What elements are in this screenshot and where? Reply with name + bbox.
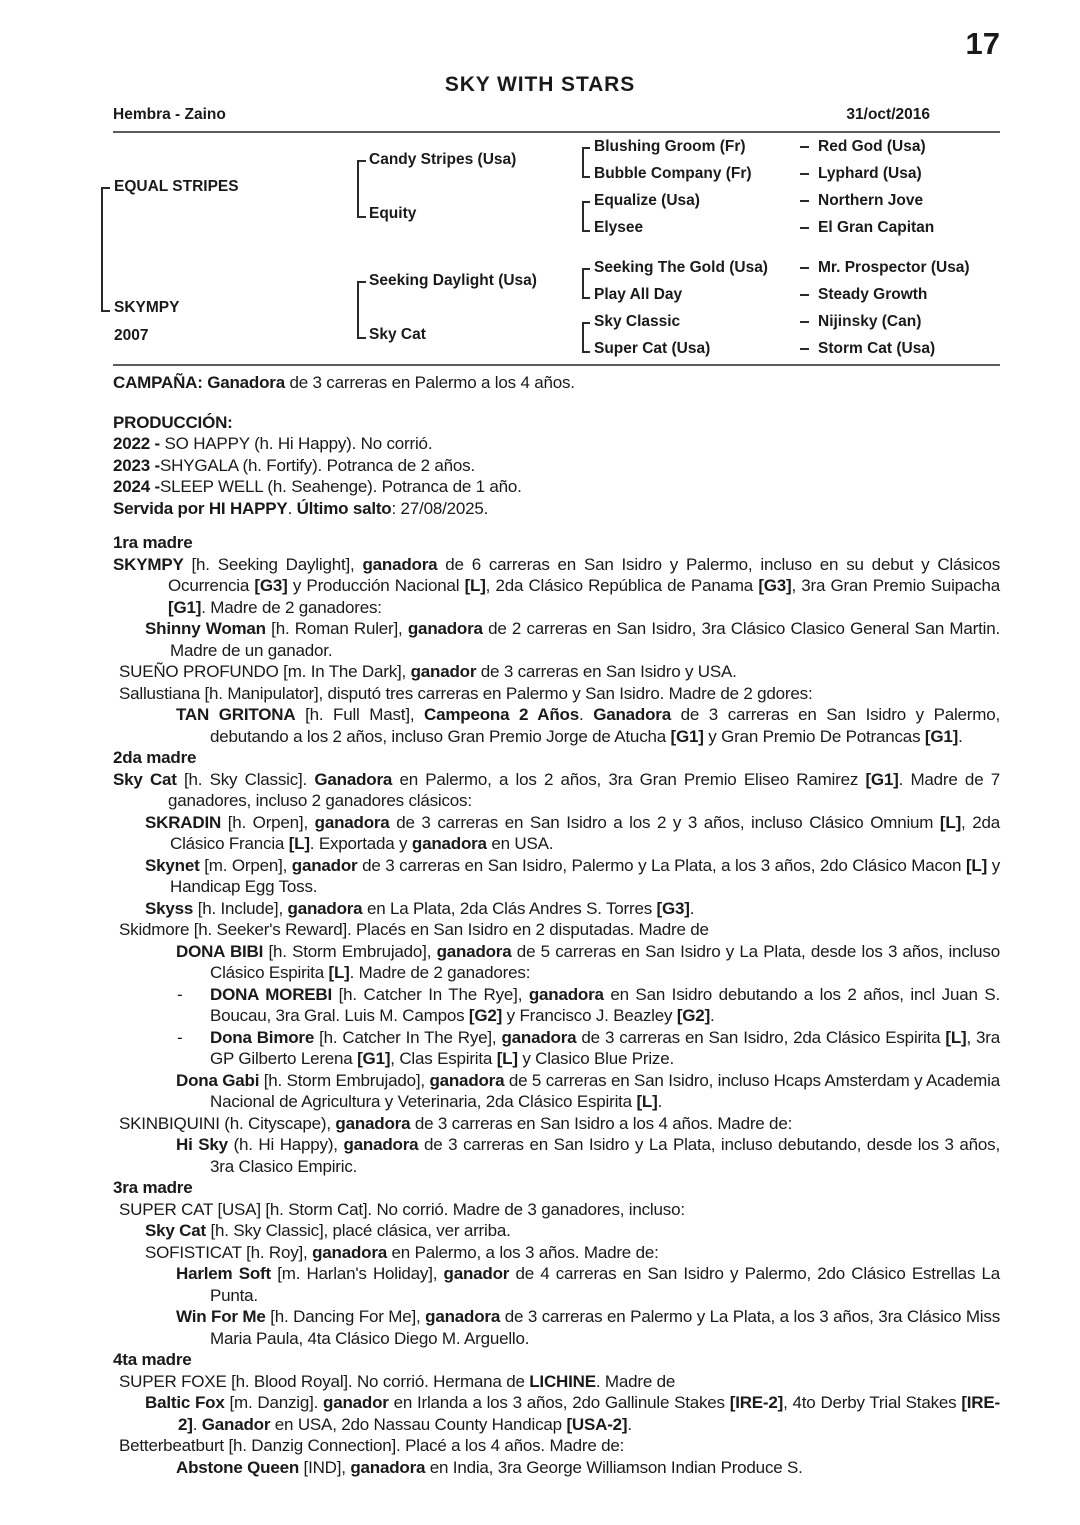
fourth-dam-heading	[113, 1349, 1000, 1371]
bold-text: SKRADIN	[145, 812, 222, 832]
regular-text: en Irlanda a los 3 años, 2do Gallinule Stakes	[388, 1393, 730, 1412]
great-grandparent-name: Play All Day	[594, 286, 683, 303]
pedigree-dash	[800, 146, 809, 148]
regular-text: , 4to Derby Trial Stakes	[783, 1393, 962, 1412]
regular-text: de 3 carreras en San Isidro y La Plata, incluso debutando, desde los 3 años, 3ra Clasico Empiric.	[210, 1135, 1000, 1176]
bold-text: TAN GRITONA	[176, 705, 296, 724]
body-text	[113, 372, 1000, 1478]
bold-text: [G2]	[676, 1006, 711, 1025]
bold-text: [G3]	[656, 898, 690, 918]
bold-text: [L]	[464, 576, 486, 595]
bold-text: DONA MOREBI	[210, 984, 333, 1004]
bold-text: ganador	[323, 1393, 389, 1412]
pedigree-bracket	[357, 281, 366, 339]
regular-text: . Exportada y	[309, 834, 412, 853]
regular-text: [m. Orpen],	[199, 855, 292, 875]
bold-text: [L]	[636, 1092, 658, 1111]
pedigree-dash	[800, 294, 809, 296]
regular-text: de 6 carreras en San Isidro y Palermo, incluso en su debut y Clásicos Ocurrencia	[168, 554, 1000, 595]
bold-text: Dona Gabi	[176, 1070, 260, 1090]
pedigree-dash	[800, 200, 809, 202]
regular-text: de 2 carreras en San Isidro, 3ra Clásico Clasico General San Martin. Madre de un ganador.	[170, 619, 1000, 660]
bold-text: Sky Cat	[145, 1221, 206, 1240]
regular-text: [h. Storm Embrujado],	[259, 1070, 430, 1090]
para-dona-morebi	[113, 984, 1000, 1027]
regular-text: de 5 carreras en San Isidro y La Plata, desde los 3 años, incluso Clásico Espirita	[210, 941, 1000, 982]
bold-text: ganadora	[429, 1070, 505, 1090]
regular-text: .	[287, 498, 297, 518]
regular-text: . Madre de 7 ganadores, incluso 2 ganadores clásicos:	[168, 769, 1000, 810]
first-dam-heading	[113, 532, 1000, 554]
bold-text: [L]	[965, 855, 988, 875]
para-abstone-queen	[113, 1457, 1000, 1479]
regular-text: [h. Catcher In The Rye],	[332, 984, 529, 1004]
regular-text: SOFISTICAT [h. Roy],	[145, 1242, 313, 1262]
bold-text: Último salto	[296, 498, 392, 518]
regular-text: [h. Sky Classic].	[176, 769, 315, 789]
regular-text: de 4 carreras en San Isidro y Palermo, 2do Clásico Estrellas La Punta.	[210, 1264, 1001, 1305]
bold-text: Win For Me	[176, 1307, 266, 1326]
regular-text: en Palermo, a los 3 años. Madre de:	[387, 1242, 659, 1262]
para-dona-bibi	[113, 941, 1000, 984]
grandparent-name: Seeking Daylight (Usa)	[369, 272, 537, 289]
regular-text: y Handicap Egg Toss.	[170, 855, 1000, 896]
bold-text: ganadora	[528, 984, 604, 1004]
regular-text: en Palermo, a los 2 años, 3ra Gran Premio Eliseo Ramirez	[392, 769, 866, 789]
produce-2023	[113, 455, 1000, 477]
gg-grandparent-name: Storm Cat (Usa)	[818, 340, 936, 357]
grandparent-name: Equity	[369, 205, 417, 222]
bold-text: ganadora	[411, 834, 487, 853]
bold-text: PRODUCCIÓN:	[113, 412, 233, 432]
bold-text: 3ra madre	[113, 1178, 193, 1197]
bold-text: ganadora	[343, 1135, 419, 1154]
pedigree-bracket	[357, 160, 366, 218]
bold-text: Skyss	[145, 898, 194, 918]
bold-text: 2da madre	[113, 748, 197, 767]
bold-text: Servida por HI HAPPY	[113, 498, 288, 518]
regular-text: [h. Full Mast],	[295, 705, 425, 724]
regular-text: y Clasico Blue Prize.	[517, 1049, 675, 1068]
regular-text: . Madre de 2 ganadores:	[201, 597, 382, 617]
para-sky-cat-2	[113, 1220, 1000, 1242]
pedigree-bracket	[101, 187, 110, 312]
bold-text: ganador	[410, 662, 477, 681]
regular-text: de 3 carreras en San Isidro, 2da Clásico Espirita	[576, 1027, 946, 1047]
catalog-date: 31/oct/2016	[846, 106, 930, 123]
para-sofisticat	[113, 1242, 1000, 1264]
regular-text: .	[689, 898, 695, 918]
regular-text: , 3ra Gran Premio Suipacha	[791, 576, 1000, 595]
para-betterbeatburt	[113, 1435, 1000, 1457]
pedigree-bracket	[582, 147, 590, 178]
regular-text: [h. Storm Embrujado],	[263, 941, 437, 961]
regular-text: , 2da Clásico Francia	[170, 812, 1000, 853]
produce-2024	[113, 476, 1000, 498]
bold-text: ganadora	[314, 812, 390, 832]
regular-text: Sallustiana [h. Manipulator], disputó tres carreras en Palermo y San Isidro. Madre de 2 gdores:	[119, 683, 813, 703]
bold-text: Abstone Queen	[176, 1457, 300, 1477]
regular-text: de 3 carreras en Palermo a los 4 años.	[284, 373, 575, 392]
grandparent-name: Sky Cat	[369, 326, 426, 343]
para-sky-cat	[113, 769, 1000, 812]
regular-text: [h. Roman Ruler],	[265, 619, 408, 638]
regular-text: Skidmore [h. Seeker's Reward]. Placés en San Isidro en 2 disputadas. Madre de	[119, 920, 709, 939]
regular-text: [h. Sky Classic], placé clásica, ver arriba.	[205, 1221, 511, 1240]
para-win-for-me	[113, 1306, 1000, 1349]
bold-text: 1ra madre	[113, 533, 193, 552]
regular-text: [h. Orpen],	[221, 812, 315, 832]
pedigree-bracket	[582, 268, 590, 299]
bold-text: ganadora	[362, 554, 438, 574]
para-super-cat	[113, 1199, 1000, 1221]
bold-text: [G1]	[168, 597, 202, 617]
para-harlem-soft	[113, 1263, 1000, 1306]
regular-text: en San Isidro debutando a los 2 años, incl Juan S. Boucau, 3ra Gral. Luis M. Campos	[210, 984, 1000, 1025]
pedigree-bracket	[582, 201, 590, 232]
regular-text: [h. Seeking Daylight],	[183, 554, 363, 574]
para-tan-gritona	[113, 704, 1000, 747]
gg-grandparent-name: Nijinsky (Can)	[818, 313, 922, 330]
bold-text: ganadora	[425, 1307, 501, 1326]
pedigree-dash	[800, 348, 809, 350]
regular-text: [IND],	[299, 1457, 351, 1477]
regular-text: .	[192, 1414, 202, 1434]
bold-text: ganadora	[312, 1242, 388, 1262]
great-grandparent-name: Seeking The Gold (Usa)	[594, 259, 768, 276]
regular-text: SLEEP WELL (h. Seahenge). Potranca de 1 año.	[160, 477, 522, 496]
grandparent-name: Candy Stripes (Usa)	[369, 151, 517, 168]
dam-year: 2007	[114, 327, 149, 344]
regular-text: Betterbeatburt [h. Danzig Connection]. Placé a los 4 años. Madre de:	[119, 1436, 625, 1455]
great-grandparent-name: Equalize (Usa)	[594, 192, 700, 209]
regular-text: en USA.	[486, 834, 554, 853]
regular-text: : 27/08/2025.	[391, 498, 489, 518]
bold-text: Campeona 2 Años	[424, 705, 579, 724]
bold-text: Skynet	[145, 855, 200, 875]
para-dona-gabi	[113, 1070, 1000, 1113]
bold-text: ganadora	[287, 898, 363, 918]
bold-text: Ganador	[201, 1414, 271, 1434]
regular-text: SKINBIQUINI (h. Cityscape),	[119, 1113, 336, 1133]
regular-text: , Clas Espirita	[390, 1049, 497, 1068]
dash-marker: -	[177, 984, 183, 1004]
pedigree-table	[0, 133, 1080, 364]
pedigree-bracket	[582, 322, 590, 353]
dam-name: SKYMPY	[114, 299, 180, 316]
production-heading	[113, 412, 1000, 434]
regular-text: [h. Include],	[193, 898, 288, 918]
para-sallustiana	[113, 683, 1000, 705]
regular-text: SHYGALA (h. Fortify). Potranca de 2 años.	[160, 455, 475, 475]
regular-text: de 5 carreras en San Isidro, incluso Hcaps Amsterdam y Academia Nacional de Agricultura y Veterinaria, 2da Clásico Espirita	[210, 1070, 1000, 1111]
sire-name: EQUAL STRIPES	[114, 178, 239, 195]
great-grandparent-name: Sky Classic	[594, 313, 681, 330]
page-title: SKY WITH STARS	[444, 73, 636, 96]
bold-text: [G1]	[865, 769, 899, 789]
bold-text: [G3]	[254, 576, 288, 595]
regular-text: , 3ra GP Gilberto Lerena	[210, 1027, 1000, 1068]
bold-text: [G2]	[468, 1006, 503, 1025]
bold-text: [L]	[939, 812, 962, 832]
bold-text: [G3]	[758, 576, 792, 595]
para-skyss	[113, 898, 1000, 920]
gg-grandparent-name: Steady Growth	[818, 286, 928, 303]
gg-grandparent-name: Northern Jove	[818, 192, 924, 209]
regular-text: [h. Dancing For Me],	[265, 1307, 426, 1326]
great-grandparent-name: Super Cat (Usa)	[594, 340, 711, 357]
para-shinny-woman	[113, 618, 1000, 661]
bold-text: [IRE-2]	[729, 1393, 784, 1412]
bold-text: ganador	[443, 1264, 510, 1283]
campaign-line	[113, 372, 1000, 394]
regular-text: SUPER CAT [USA] [h. Storm Cat]. No corrió. Madre de 3 ganadores, incluso:	[119, 1199, 685, 1219]
bold-text: [G1]	[357, 1049, 391, 1068]
regular-text: SUPER FOXE [h. Blood Royal]. No corrió. Hermana de	[119, 1371, 530, 1391]
bold-text: Sky Cat	[113, 769, 177, 789]
bold-text: SKYMPY	[113, 554, 184, 574]
dash-marker: -	[177, 1027, 183, 1047]
regular-text: [m. Danzig].	[224, 1393, 324, 1412]
para-skradin	[113, 812, 1000, 855]
bold-text: [L]	[945, 1027, 967, 1047]
bold-text: ganador	[291, 855, 358, 875]
pedigree-dash	[800, 227, 809, 229]
bold-text: 4ta madre	[113, 1350, 192, 1369]
regular-text: .	[710, 1006, 715, 1025]
bold-text: ganadora	[335, 1113, 411, 1133]
great-grandparent-name: Blushing Groom (Fr)	[594, 138, 746, 155]
regular-text: SUEÑO PROFUNDO [m. In The Dark],	[119, 662, 411, 681]
regular-text: de 3 carreras en San Isidro y USA.	[476, 662, 737, 681]
regular-text: .	[579, 705, 594, 724]
para-skidmore	[113, 919, 1000, 941]
bold-text: 2022 -	[113, 434, 165, 453]
bold-text: 2024 -	[113, 477, 161, 496]
third-dam-heading	[113, 1177, 1000, 1199]
bold-text: Dona Bimore	[210, 1027, 315, 1047]
regular-text: . Madre de 2 ganadores:	[349, 963, 531, 982]
regular-text: . Madre de	[595, 1371, 676, 1391]
regular-text: de 3 carreras en Palermo y La Plata, a los 3 años, 3ra Clásico Miss Maria Paula, 4ta Clásico Diego M. Arguello.	[210, 1307, 1000, 1348]
gg-grandparent-name: Red God (Usa)	[818, 138, 926, 155]
bold-text: Ganadora	[593, 705, 671, 724]
para-dona-bimore	[113, 1027, 1000, 1070]
regular-text: [m. Harlan's Holiday],	[270, 1264, 444, 1283]
bold-text: [IRE-2]	[178, 1393, 1000, 1434]
regular-text: y Producción Nacional	[287, 576, 465, 595]
pedigree-dash	[800, 321, 809, 323]
regular-text: , 2da Clásico República de Panama	[485, 576, 759, 595]
bold-text: Ganadora	[314, 769, 393, 789]
great-grandparent-name: Bubble Company (Fr)	[594, 165, 752, 182]
para-super-foxe	[113, 1371, 1000, 1393]
para-baltic-fox	[113, 1392, 1000, 1435]
regular-text: en India, 3ra George Williamson Indian Produce S.	[425, 1457, 803, 1477]
bold-text: ganadora	[436, 941, 512, 961]
great-grandparent-name: Elysee	[594, 219, 644, 236]
bold-text: 2023 -	[113, 455, 161, 475]
pedigree-dash	[800, 173, 809, 175]
served-by-line	[113, 498, 1000, 520]
gg-grandparent-name: Mr. Prospector (Usa)	[818, 259, 970, 276]
para-hi-sky	[113, 1134, 1000, 1177]
regular-text: de 3 carreras en San Isidro, Palermo y La Plata, a los 3 años, 2do Clásico Macon	[357, 855, 966, 875]
sex-coat-label: Hembra - Zaino	[113, 106, 226, 123]
para-sueno-profundo	[113, 661, 1000, 683]
bold-text: [G1]	[924, 726, 959, 746]
subheader	[113, 106, 1000, 124]
regular-text: [h. Catcher In The Rye],	[314, 1027, 502, 1047]
regular-text: (h. Hi Happy),	[227, 1135, 344, 1154]
para-skinbiquini	[113, 1113, 1000, 1135]
gg-grandparent-name: El Gran Capitan	[818, 219, 935, 236]
bold-text: Shinny Woman	[145, 619, 266, 638]
bold-text: Harlem Soft	[176, 1264, 271, 1283]
regular-text: .	[627, 1414, 632, 1434]
bold-text: [G1]	[670, 726, 704, 746]
regular-text: SO HAPPY (h. Hi Happy). No corrió.	[164, 434, 433, 453]
regular-text: en La Plata, 2da Clás Andres S. Torres	[362, 898, 657, 918]
bottom-rule	[113, 364, 1000, 366]
bold-text: DONA BIBI	[176, 941, 264, 961]
bold-text: LICHINE	[529, 1371, 596, 1391]
para-skynet	[113, 855, 1000, 898]
bold-text: ganadora	[350, 1457, 426, 1477]
regular-text: de 3 carreras en San Isidro a los 4 años. Madre de:	[410, 1113, 793, 1133]
regular-text: de 3 carreras en San Isidro y Palermo, debutando a los 2 años, incluso Gran Premio Jorge de Atucha	[210, 705, 1000, 746]
second-dam-heading	[113, 747, 1000, 769]
regular-text: en USA, 2do Nassau County Handicap	[270, 1414, 567, 1434]
bold-text: [L]	[288, 834, 310, 853]
produce-2022	[113, 433, 1000, 455]
bold-text: [L]	[328, 963, 350, 982]
regular-text: .	[958, 726, 963, 746]
bold-text: CAMPAÑA: Ganadora	[113, 373, 285, 392]
regular-text: y Gran Premio De Potrancas	[703, 726, 925, 746]
page-number: 17	[965, 26, 1000, 61]
bold-text: Baltic Fox	[145, 1393, 225, 1412]
bold-text: ganadora	[407, 619, 483, 638]
bold-text: [USA-2]	[566, 1414, 628, 1434]
bold-text: [L]	[496, 1049, 518, 1068]
bold-text: ganadora	[501, 1027, 577, 1047]
gg-grandparent-name: Lyphard (Usa)	[818, 165, 922, 182]
bold-text: Hi Sky	[176, 1135, 228, 1154]
regular-text: de 3 carreras en San Isidro a los 2 y 3 años, incluso Clásico Omnium	[389, 812, 940, 832]
regular-text: y Francisco J. Beazley	[502, 1006, 677, 1025]
pedigree-dash	[800, 267, 809, 269]
regular-text: .	[657, 1092, 663, 1111]
para-skympy	[113, 554, 1000, 619]
